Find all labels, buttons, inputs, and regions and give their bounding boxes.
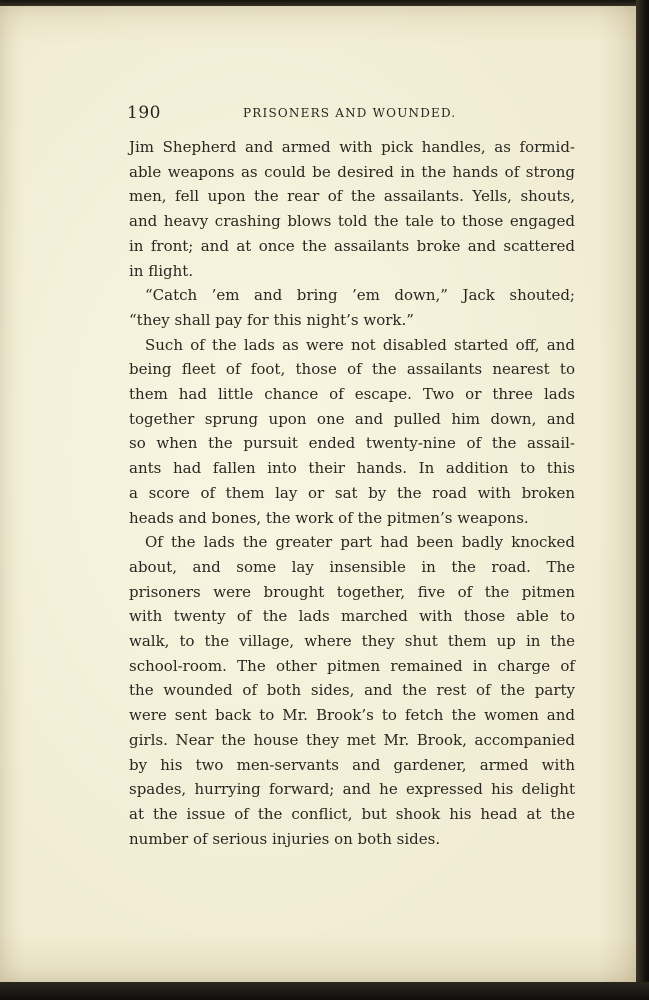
text-line: “Catch ’em and bring ’em down,” Jack shouted; [145, 286, 575, 305]
text-line: in flight. [129, 261, 194, 280]
text-line: were sent back to Mr. Brook’s to fetch the women and [129, 706, 575, 725]
text-line: being fleet of foot, those of the assailants nearest to [129, 360, 575, 379]
text-line: the wounded of both sides, and the rest of the party [129, 681, 575, 700]
text-line: together sprung upon one and pulled him down, and [129, 409, 575, 428]
text-line: able weapons as could be desired in the hands of strong [129, 162, 575, 181]
text-line: heads and bones, the work of the pitmen’s weapons. [129, 508, 529, 527]
text-line: so when the pursuit ended twenty-nine of the assail- [129, 434, 575, 453]
page-number: 190 [127, 103, 161, 123]
text-line: men, fell upon the rear of the assailants. Yells, shouts, [129, 187, 575, 206]
text-line: girls. Near the house they met Mr. Brook, accompanied [129, 730, 575, 749]
text-line: Jim Shepherd and armed with pick handles, as formid- [129, 138, 575, 156]
text-line: “they shall pay for this night’s work.” [129, 310, 414, 329]
text-line: spades, hurrying forward; and he expressed his delight [129, 780, 575, 799]
text-line: school-room. The other pitmen remained in charge of [129, 656, 575, 675]
book-page [0, 6, 637, 982]
running-head: PRISONERS AND WOUNDED. [243, 106, 457, 120]
text-line: number of serious injuries on both sides. [129, 829, 441, 848]
text-line: walk, to the village, where they shut them up in the [129, 632, 575, 651]
text-line: Such of the lads as were not disabled started off, and [145, 335, 575, 354]
text-line: about, and some lay insensible in the road. The [129, 557, 575, 576]
text-line: Of the lads the greater part had been badly knocked [145, 533, 575, 552]
body-text [129, 135, 575, 851]
book-bottom-edge [0, 982, 649, 1000]
page-header [127, 102, 574, 126]
text-line: prisoners were brought together, five of the pitmen [129, 582, 575, 601]
text-line: at the issue of the conflict, but shook his head at the [129, 804, 575, 823]
text-line: them had little chance of escape. Two or three lads [129, 385, 575, 404]
text-line: a score of them lay or sat by the road with broken [129, 483, 575, 502]
text-line: in front; and at once the assailants broke and scattered [129, 236, 575, 255]
text-line: by his two men-servants and gardener, armed with [129, 755, 575, 774]
text-line: and heavy crashing blows told the tale to those engaged [129, 212, 575, 231]
book-right-edge [636, 0, 649, 1000]
text-line: ants had fallen into their hands. In addition to this [129, 459, 575, 478]
text-line: with twenty of the lads marched with those able to [129, 607, 575, 626]
